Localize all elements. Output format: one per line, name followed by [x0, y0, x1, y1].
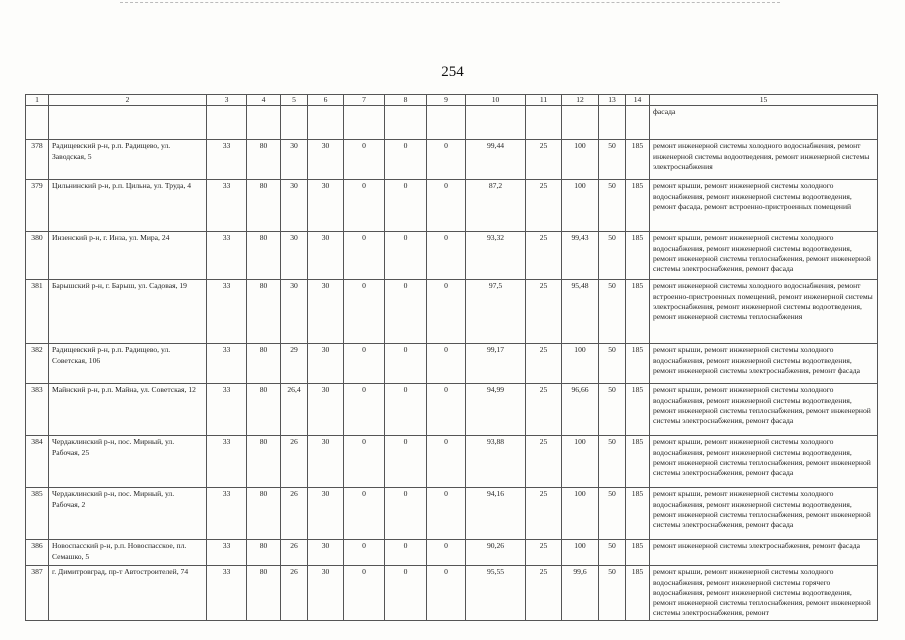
value-cell: 50 [599, 180, 626, 232]
table-row [26, 180, 878, 232]
column-header-4: 4 [247, 95, 281, 106]
column-header-13: 13 [599, 95, 626, 106]
value-cell: 80 [247, 140, 281, 180]
address-cell: Радищевский р-н, р.п. Радищево, ул. Заводская, 5 [49, 140, 207, 180]
value-cell: 0 [344, 280, 385, 344]
value-cell: 95,55 [466, 566, 526, 620]
works-cell: ремонт крыши, ремонт инженерной системы холодного водоснабжения, ремонт инженерной системы водоотведения, ремонт инженерной системы электроснабжения, ремонт фасада [650, 344, 878, 384]
value-cell: 99,43 [562, 232, 599, 280]
value-cell: 33 [207, 140, 247, 180]
value-cell: 26 [281, 436, 308, 488]
value-cell: 80 [247, 436, 281, 488]
value-cell: 90,26 [466, 540, 526, 566]
value-cell: 185 [626, 232, 650, 280]
column-header-11: 11 [526, 95, 562, 106]
works-cell: ремонт инженерной системы холодного водоснабжения, ремонт встроенно-пристроенных помещений, ремонт инженерной системы электроснабжения, ремонт инженерной системы водоотведения, ремонт инженерной системы теплоснабжения [650, 280, 878, 344]
row-number-cell: 378 [26, 140, 49, 180]
value-cell: 26 [281, 488, 308, 540]
value-cell: 185 [626, 280, 650, 344]
value-cell: 26 [281, 540, 308, 566]
table-row [26, 140, 878, 180]
value-cell: 0 [427, 232, 466, 280]
value-cell: 25 [526, 488, 562, 540]
value-cell: 0 [427, 488, 466, 540]
value-cell: 0 [344, 436, 385, 488]
value-cell: 25 [526, 232, 562, 280]
cell [308, 106, 344, 140]
cell [626, 106, 650, 140]
value-cell: 185 [626, 344, 650, 384]
value-cell: 33 [207, 488, 247, 540]
value-cell: 33 [207, 566, 247, 620]
value-cell: 0 [344, 384, 385, 436]
value-cell: 80 [247, 566, 281, 620]
value-cell: 33 [207, 232, 247, 280]
column-header-15: 15 [650, 95, 878, 106]
value-cell: 100 [562, 488, 599, 540]
value-cell: 50 [599, 488, 626, 540]
value-cell: 30 [308, 488, 344, 540]
table-row [26, 540, 878, 566]
value-cell: 0 [385, 180, 427, 232]
column-header-14: 14 [626, 95, 650, 106]
works-cell: ремонт крыши, ремонт инженерной системы холодного водоснабжения, ремонт инженерной системы горячего водоснабжения, ремонт инженерной системы водоотведения, ремонт инженерной системы теплоснабжения, ремонт инженерной системы электроснабжения, ремонт [650, 566, 878, 620]
header-row [26, 95, 878, 106]
row-number-cell: 384 [26, 436, 49, 488]
row-number-cell: 379 [26, 180, 49, 232]
value-cell: 0 [344, 488, 385, 540]
value-cell: 185 [626, 436, 650, 488]
table-row [26, 232, 878, 280]
works-cell: ремонт крыши, ремонт инженерной системы холодного водоснабжения, ремонт инженерной системы водоотведения, ремонт инженерной системы теплоснабжения, ремонт инженерной системы электроснабжения, ремонт фасада [650, 384, 878, 436]
value-cell: 185 [626, 566, 650, 620]
value-cell: 0 [427, 566, 466, 620]
value-cell: 0 [385, 280, 427, 344]
value-cell: 0 [427, 384, 466, 436]
value-cell: 30 [308, 280, 344, 344]
cell [427, 106, 466, 140]
cell [344, 106, 385, 140]
value-cell: 33 [207, 540, 247, 566]
value-cell: 0 [385, 140, 427, 180]
value-cell: 99,6 [562, 566, 599, 620]
value-cell: 33 [207, 384, 247, 436]
column-header-5: 5 [281, 95, 308, 106]
works-cell: фасада [650, 106, 878, 140]
value-cell: 30 [308, 180, 344, 232]
address-cell: Инзенский р-н, г. Инза, ул. Мира, 24 [49, 232, 207, 280]
table-row [26, 566, 878, 620]
value-cell: 29 [281, 344, 308, 384]
cell [599, 106, 626, 140]
value-cell: 0 [385, 232, 427, 280]
column-header-12: 12 [562, 95, 599, 106]
value-cell: 100 [562, 540, 599, 566]
value-cell: 25 [526, 280, 562, 344]
value-cell: 50 [599, 436, 626, 488]
address-cell: Радищевский р-н, р.п. Радищево, ул. Советская, 106 [49, 344, 207, 384]
value-cell: 30 [308, 566, 344, 620]
cell [207, 106, 247, 140]
cell [26, 106, 49, 140]
table-row [26, 436, 878, 488]
value-cell: 80 [247, 540, 281, 566]
column-header-2: 2 [49, 95, 207, 106]
value-cell: 26 [281, 566, 308, 620]
address-cell: Цильнинский р-н, р.п. Цильна, ул. Труда, 4 [49, 180, 207, 232]
value-cell: 100 [562, 140, 599, 180]
value-cell: 30 [308, 384, 344, 436]
value-cell: 50 [599, 540, 626, 566]
value-cell: 33 [207, 344, 247, 384]
value-cell: 30 [281, 180, 308, 232]
value-cell: 50 [599, 344, 626, 384]
column-header-6: 6 [308, 95, 344, 106]
value-cell: 30 [308, 436, 344, 488]
table-row [26, 384, 878, 436]
value-cell: 50 [599, 566, 626, 620]
address-cell: г. Димитровград, пр-т Автостроителей, 74 [49, 566, 207, 620]
cell [526, 106, 562, 140]
row-number-cell: 380 [26, 232, 49, 280]
row-number-cell: 383 [26, 384, 49, 436]
cell [281, 106, 308, 140]
works-cell: ремонт крыши, ремонт инженерной системы холодного водоснабжения, ремонт инженерной системы водоотведения, ремонт инженерной системы теплоснабжения, ремонт инженерной системы электроснабжения, ремонт фасада [650, 232, 878, 280]
value-cell: 0 [427, 540, 466, 566]
row-number-cell: 385 [26, 488, 49, 540]
value-cell: 25 [526, 436, 562, 488]
row-number-cell: 387 [26, 566, 49, 620]
value-cell: 50 [599, 140, 626, 180]
value-cell: 185 [626, 488, 650, 540]
value-cell: 0 [427, 344, 466, 384]
value-cell: 25 [526, 540, 562, 566]
value-cell: 80 [247, 488, 281, 540]
column-header-3: 3 [207, 95, 247, 106]
cell [49, 106, 207, 140]
row-number-cell: 386 [26, 540, 49, 566]
column-header-1: 1 [26, 95, 49, 106]
column-header-7: 7 [344, 95, 385, 106]
value-cell: 94,16 [466, 488, 526, 540]
value-cell: 33 [207, 436, 247, 488]
value-cell: 185 [626, 384, 650, 436]
column-header-10: 10 [466, 95, 526, 106]
value-cell: 0 [344, 140, 385, 180]
value-cell: 80 [247, 384, 281, 436]
address-cell: Барышский р-н, г. Барыш, ул. Садовая, 19 [49, 280, 207, 344]
column-header-9: 9 [427, 95, 466, 106]
value-cell: 100 [562, 180, 599, 232]
value-cell: 99,17 [466, 344, 526, 384]
row-number-cell: 382 [26, 344, 49, 384]
value-cell: 99,44 [466, 140, 526, 180]
value-cell: 0 [385, 436, 427, 488]
value-cell: 0 [427, 140, 466, 180]
value-cell: 25 [526, 566, 562, 620]
cell [466, 106, 526, 140]
value-cell: 0 [344, 232, 385, 280]
value-cell: 0 [385, 344, 427, 384]
value-cell: 30 [308, 540, 344, 566]
address-cell: Новоспасский р-н, р.п. Новоспасское, пл. Семашко, 5 [49, 540, 207, 566]
value-cell: 93,32 [466, 232, 526, 280]
works-cell: ремонт крыши, ремонт инженерной системы холодного водоснабжения, ремонт инженерной системы водоотведения, ремонт инженерной системы теплоснабжения, ремонт инженерной системы электроснабжения, ремонт фасада [650, 488, 878, 540]
value-cell: 25 [526, 384, 562, 436]
value-cell: 100 [562, 436, 599, 488]
table-row [26, 488, 878, 540]
value-cell: 95,48 [562, 280, 599, 344]
address-cell: Чердаклинский р-н, пос. Мирный, ул. Рабочая, 25 [49, 436, 207, 488]
table-row [26, 344, 878, 384]
table-row [26, 280, 878, 344]
value-cell: 87,2 [466, 180, 526, 232]
value-cell: 96,66 [562, 384, 599, 436]
value-cell: 50 [599, 280, 626, 344]
works-cell: ремонт крыши, ремонт инженерной системы холодного водоснабжения, ремонт инженерной системы водоотведения, ремонт инженерной системы теплоснабжения, ремонт инженерной системы электроснабжения, ремонт фасада [650, 436, 878, 488]
value-cell: 0 [344, 566, 385, 620]
value-cell: 50 [599, 232, 626, 280]
value-cell: 30 [308, 344, 344, 384]
value-cell: 93,88 [466, 436, 526, 488]
cell [385, 106, 427, 140]
value-cell: 94,99 [466, 384, 526, 436]
repair-table [25, 94, 878, 621]
value-cell: 185 [626, 540, 650, 566]
value-cell: 80 [247, 180, 281, 232]
value-cell: 25 [526, 180, 562, 232]
row-number-cell: 381 [26, 280, 49, 344]
page-number: 254 [441, 64, 464, 80]
works-cell: ремонт инженерной системы холодного водоснабжения, ремонт инженерной системы водоотведения, ремонт инженерной системы электроснабжения [650, 140, 878, 180]
value-cell: 0 [344, 180, 385, 232]
value-cell: 80 [247, 232, 281, 280]
works-cell: ремонт крыши, ремонт инженерной системы холодного водоснабжения, ремонт инженерной системы водоотведения, ремонт фасада, ремонт встроенно-пристроенных помещений [650, 180, 878, 232]
value-cell: 0 [427, 180, 466, 232]
value-cell: 50 [599, 384, 626, 436]
value-cell: 30 [308, 232, 344, 280]
value-cell: 0 [385, 384, 427, 436]
value-cell: 0 [344, 540, 385, 566]
value-cell: 30 [281, 140, 308, 180]
value-cell: 0 [385, 540, 427, 566]
value-cell: 33 [207, 180, 247, 232]
value-cell: 0 [344, 344, 385, 384]
value-cell: 30 [281, 232, 308, 280]
cell [562, 106, 599, 140]
value-cell: 100 [562, 344, 599, 384]
value-cell: 80 [247, 280, 281, 344]
value-cell: 0 [385, 566, 427, 620]
value-cell: 25 [526, 344, 562, 384]
value-cell: 97,5 [466, 280, 526, 344]
value-cell: 25 [526, 140, 562, 180]
address-cell: Чердаклинский р-н, пос. Мирный, ул. Рабочая, 2 [49, 488, 207, 540]
value-cell: 33 [207, 280, 247, 344]
value-cell: 0 [427, 436, 466, 488]
value-cell: 26,4 [281, 384, 308, 436]
value-cell: 185 [626, 140, 650, 180]
value-cell: 185 [626, 180, 650, 232]
works-cell: ремонт инженерной системы электроснабжения, ремонт фасада [650, 540, 878, 566]
continuation-row [26, 106, 878, 140]
value-cell: 0 [385, 488, 427, 540]
scan-artifact-line [120, 2, 780, 4]
value-cell: 80 [247, 344, 281, 384]
cell [247, 106, 281, 140]
value-cell: 30 [308, 140, 344, 180]
value-cell: 30 [281, 280, 308, 344]
column-header-8: 8 [385, 95, 427, 106]
address-cell: Майнский р-н, р.п. Майна, ул. Советская, 12 [49, 384, 207, 436]
value-cell: 0 [427, 280, 466, 344]
